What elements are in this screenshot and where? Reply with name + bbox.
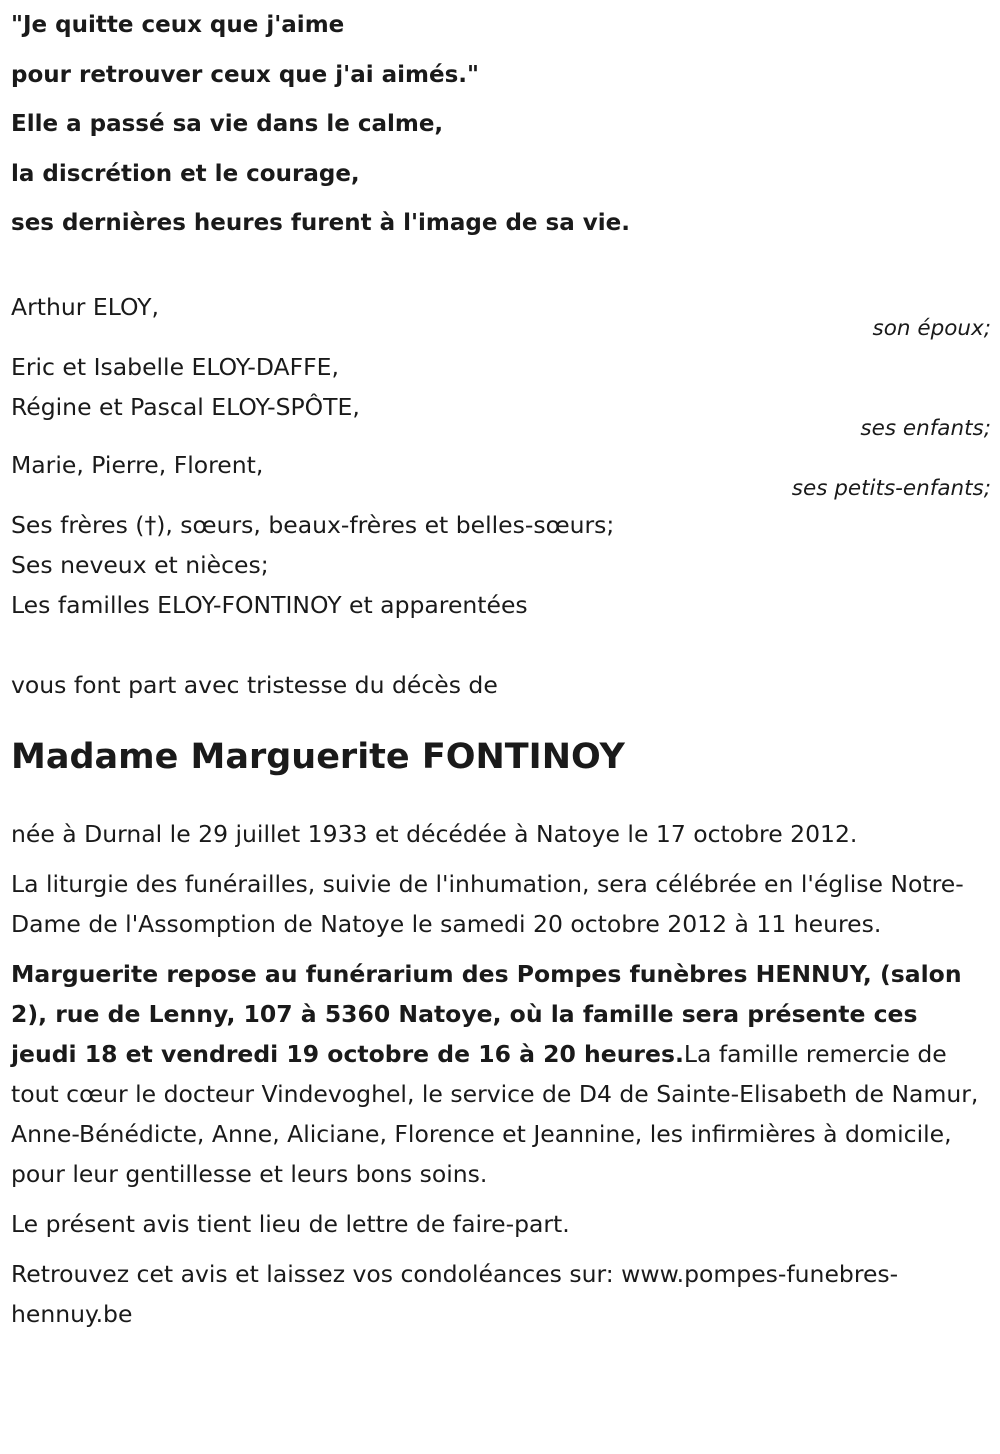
children-role: ses enfants; [860, 415, 991, 441]
quote-line: Elle a passé sa vie dans le calme, [11, 111, 444, 137]
thanks-text: La famille remercie de tout cœur le docteur Vindevoghel, le service de D4 de Sainte-Elisabeth de Namur, Anne-Bénédicte, Anne, Aliciane, Florence et Jeannine, les infirmières à domicile, pour leur gentillesse et leurs bons soins. [11, 1039, 979, 1188]
obituary-notice [11, 0, 991, 1334]
extended-family-line: Ses neveux et nièces; [11, 550, 269, 579]
extended-family-line: Les familles ELOY-FONTINOY et apparentées [11, 590, 528, 619]
notice-text: Le présent avis tient lieu de lettre de faire-part. [11, 1209, 570, 1238]
child-name: Eric et Isabelle ELOY-DAFFE, [11, 352, 339, 381]
grandchildren-role: ses petits-enfants; [791, 475, 991, 501]
liturgy-details: La liturgie des funérailles, suivie de l'inhumation, sera célébrée en l'église Notre-Dame de l'Assomption de Natoye le samedi 20 octobre 2012 à 11 heures. [11, 869, 964, 938]
visitation-and-thanks [11, 954, 991, 1194]
family-list [11, 287, 991, 625]
grandchildren-names: Marie, Pierre, Florent, [11, 450, 264, 479]
quote-line: la discrétion et le courage, [11, 160, 360, 187]
quote-line: pour retrouver ceux que j'ai aimés." [11, 61, 479, 88]
announcement-intro: vous font part avec tristesse du décès de [11, 670, 498, 699]
birth-death-dates: née à Durnal le 29 juillet 1933 et décédée à Natoye le 17 octobre 2012. [11, 819, 858, 848]
deceased-name: Madame Marguerite FONTINOY [11, 736, 625, 777]
extended-family-line: Ses frères (†), sœurs, beaux-frères et belles-sœurs; [11, 510, 615, 539]
spouse-role: son époux; [872, 315, 991, 341]
quote-line: ses dernières heures furent à l'image de sa vie. [11, 210, 630, 236]
quote-line: "Je quitte ceux que j'aime [11, 12, 345, 38]
spouse-name: Arthur ELOY, [11, 292, 160, 321]
child-name: Régine et Pascal ELOY-SPÔTE, [11, 392, 360, 421]
visitation-details: Marguerite repose au funérarium des Pompes funèbres HENNUY, (salon 2), rue de Lenny, 107 à 5360 Natoye, où la famille sera présente ces jeudi 18 et vendredi 19 octobre de 16 à 20 heures. [11, 959, 962, 1068]
opening-quote [11, 1, 991, 249]
condolences-text: Retrouvez cet avis et laissez vos condoléances sur: www.pompes-funebres-hennuy.be [11, 1259, 899, 1328]
